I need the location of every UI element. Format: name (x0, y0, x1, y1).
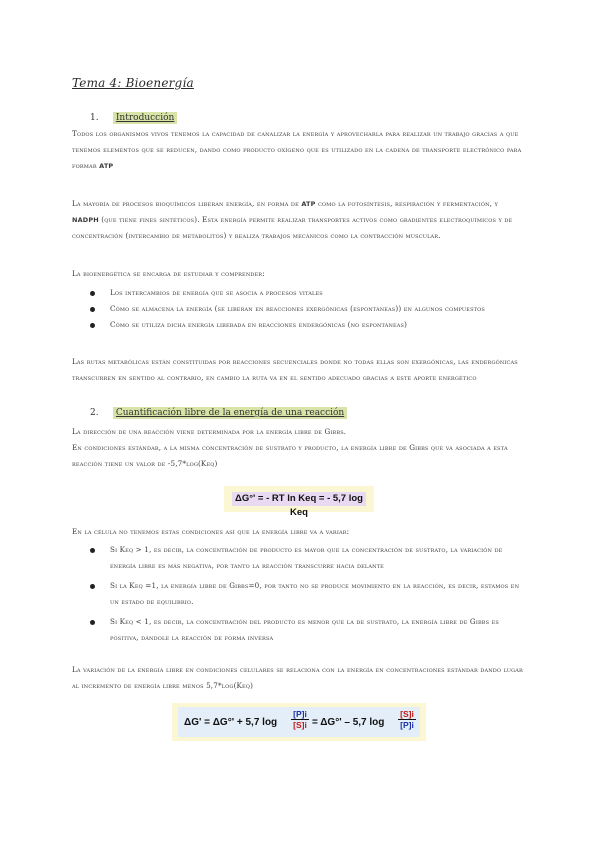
section-heading-1 (90, 113, 177, 123)
paragraph-text: La mayoría de procesos bioquímicos liberan energía, en forma de (72, 199, 299, 208)
intro-paragraph-4: Las rutas metabólicas están constituidas por reacciones secuenciales donde no todas ellas son exergónicas, las endergónicas transcurren en sentido al contrario, en cambio la ruta va en el sentido adecuado gracias a este aporte energético (72, 357, 518, 382)
substrate-concentration: [S]i (293, 720, 307, 730)
quant-paragraph-1: La dirección de una reacción viene determinada por la energía libre de Gibbs. (72, 427, 347, 436)
formula-body (178, 707, 420, 737)
list-item: Los intercambios de energía que se asocia a procesos vitales (88, 285, 524, 301)
section-number: 1. (90, 113, 99, 123)
fraction-p-over-s (291, 709, 309, 730)
list-item: Si Keq < 1, es decir, la concentración del producto es menor que la de sustrato, la energía libre de Gibbs es positiva, dándole la reacción de forma inversa (88, 614, 524, 646)
section-title: Cuantificación libre de la energía de una reacción (113, 407, 347, 419)
formula-left: ΔG' = ΔG°' + 5,7 log (184, 717, 278, 728)
keq-conditions-list (88, 542, 524, 646)
product-concentration: [P]i (291, 709, 309, 720)
fraction-s-over-p (398, 709, 416, 730)
intro-paragraph-2 (72, 196, 524, 244)
atp-term: ATP (301, 200, 316, 208)
intro-paragraph-3: La bioenergética se encarga de estudiar y comprender: (72, 269, 265, 278)
nadph-term: NADPH (72, 216, 99, 224)
paragraph-text: (que tiene fines sintéticos). Esta energía permite realizar transportes activos como gradientes electroquímicos y de concentración (intercambio de metabolitos) y realiza trabajos mecánicos como la contracción muscular. (72, 215, 513, 240)
paragraph-text: Todos los organismos vivos tenemos la capacidad de canalizar la energía y aprovecharla para realizar un trabajo gracias a que tenemos elementos que se reducen, dando como producto oxígeno que es utilizado en la cadena de transporte electrónico para formar (72, 129, 522, 170)
section-heading-2 (90, 408, 347, 418)
page-title: Tema 4: Bioenergía (72, 76, 194, 90)
atp-term: ATP (99, 162, 114, 170)
list-item: Cómo se almacena la energía (se liberan en reacciones exergónicas (espontáneas)) en algunos compuestos (88, 301, 524, 317)
intro-paragraph-1 (72, 126, 524, 174)
quant-paragraph-3: En la célula no tenemos estas condiciones así que la energía libre va a variar: (72, 527, 350, 536)
gibbs-cellular-formula (172, 703, 426, 741)
list-item: Si Keq > 1, es decir, la concentración de producto es mayor que la concentración de sustrato, la variación de energía libre es más negativa, por tanto la reacción transcurre hacia delante (88, 542, 524, 574)
quant-paragraph-4: La variación de la energía libre en condiciones celulares se relaciona con la energía en concentraciones estándar dando lugar al incremento de energía libre menos 5,7*log(Keq) (72, 665, 523, 690)
list-item: Si la Keq =1, la energía libre de Gibbs=0, por tanto no se produce movimiento en la reacción, es decir, estamos en un estado de equilibrio. (88, 578, 524, 610)
list-item: Cómo se utiliza dicha energía liberada en reacciones endergónicas (no espontáneas) (88, 317, 524, 333)
substrate-concentration: [S]i (398, 709, 416, 720)
formula-middle: = ΔG°' – 5,7 log (312, 717, 385, 728)
quant-paragraph-2: En condiciones estándar, a la misma concentración de sustrato y producto, la energía libre de Gibbs que va asociada a esta reacción tiene un valor de -5,7*log(Keq) (72, 443, 508, 468)
section-title: Introducción (113, 112, 177, 124)
paragraph-text: como la fotosíntesis, respiración y fermentación, y (317, 199, 498, 208)
bioenergetics-list (88, 285, 524, 333)
gibbs-standard-formula (224, 486, 374, 518)
formula-text: ΔG°' = - RT ln Keq = - 5,7 log Keq (232, 492, 366, 506)
product-concentration: [P]i (400, 720, 414, 730)
section-number: 2. (90, 408, 99, 418)
